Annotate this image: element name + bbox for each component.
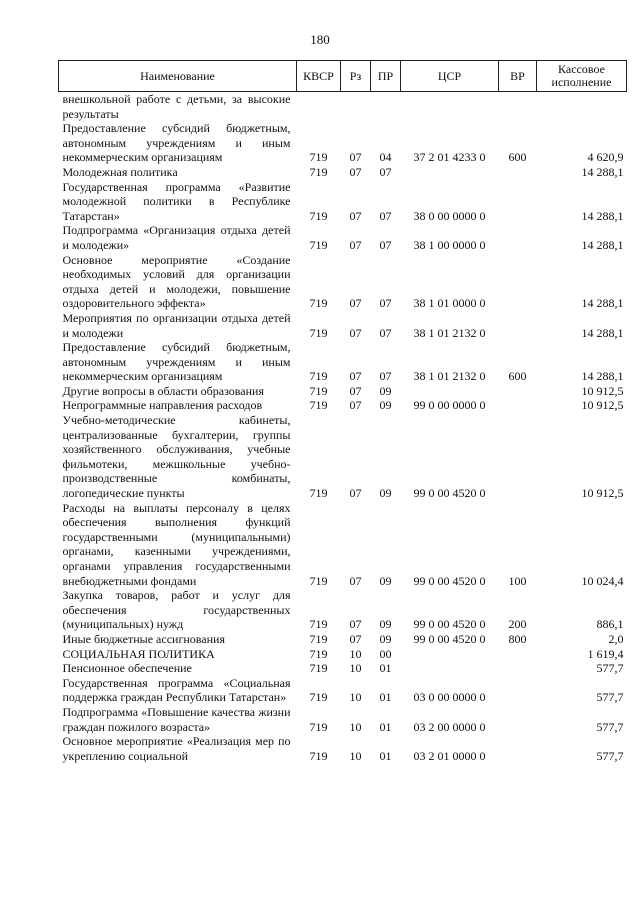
cell-vr: 600 — [508, 369, 527, 384]
cell-name: Иные бюджетные ассигнования — [62, 631, 225, 646]
table-row — [59, 340, 627, 384]
cell-csr: 03 0 00 0000 0 — [413, 690, 486, 705]
cell-csr — [401, 661, 499, 676]
cell-vr — [499, 223, 537, 252]
cell-amount: 1 619,4 — [587, 646, 624, 661]
cell-rz: 07 — [349, 325, 362, 340]
cell-name: Государственная программа «Развитие молодежной политики в Республике Татарстан» — [62, 179, 291, 223]
cell-csr — [401, 165, 499, 180]
cell-kvsr: 719 — [309, 573, 328, 588]
cell-vr — [499, 705, 537, 734]
cell-vr — [499, 413, 537, 501]
cell-csr: 99 0 00 4520 0 — [413, 486, 486, 501]
cell-pr: 09 — [379, 383, 392, 398]
cell-kvsr: 719 — [309, 617, 328, 632]
cell-rz: 07 — [349, 208, 362, 223]
table-row — [59, 253, 627, 311]
cell-name: Основное мероприятие «Реализация мер по укреплению социальной — [62, 734, 291, 763]
table-row — [59, 734, 627, 763]
cell-csr — [401, 647, 499, 662]
cell-kvsr: 719 — [309, 164, 328, 179]
cell-name: Мероприятия по организации отдыха детей и молодежи — [62, 310, 291, 340]
cell-vr — [499, 661, 537, 676]
cell-vr: 200 — [508, 617, 527, 632]
cell-rz: 07 — [349, 573, 362, 588]
table-row — [59, 588, 627, 632]
cell-name: Предоставление субсидий бюджетным, автономным учреждениям и иным некоммерческим организациям — [62, 121, 291, 165]
cell-rz: 10 — [349, 748, 362, 763]
header-name: Наименование — [59, 61, 297, 92]
cell-amount: 14 288,1 — [581, 369, 624, 384]
cell-rz: 07 — [349, 617, 362, 632]
cell-csr: 03 2 01 0000 0 — [413, 748, 486, 763]
cell-pr: 00 — [379, 646, 392, 661]
cell-kvsr: 719 — [309, 748, 328, 763]
cell-name: Пенсионное обеспечение — [62, 661, 192, 676]
cell-rz: 07 — [349, 631, 362, 646]
cell-amount: 577,7 — [596, 690, 624, 705]
cell-pr: 01 — [379, 690, 392, 705]
cell-amount: 10 912,5 — [581, 486, 624, 501]
cell-name: Основное мероприятие «Создание необходимых условий для организации отдыха детей и молодежи, повышение оздоровительного эффекта» — [62, 252, 291, 311]
table-row — [59, 92, 627, 122]
cell-pr: 01 — [379, 748, 392, 763]
cell-amount: 14 288,1 — [581, 237, 624, 252]
table-header-row — [59, 61, 627, 92]
cell-name: СОЦИАЛЬНАЯ ПОЛИТИКА — [62, 646, 215, 661]
budget-execution-table — [58, 60, 627, 763]
cell-kvsr: 719 — [309, 646, 328, 661]
table-row — [59, 384, 627, 399]
cell-csr: 38 1 00 0000 0 — [413, 237, 486, 252]
cell-amount: 577,7 — [596, 661, 624, 676]
cell-rz: 10 — [349, 661, 362, 676]
cell-rz: 07 — [349, 486, 362, 501]
header-csr: ЦСР — [401, 61, 499, 92]
cell-vr — [499, 165, 537, 180]
cell-name: внешкольной работе с детьми, за высокие результаты — [62, 92, 291, 121]
page-number: 180 — [310, 32, 330, 47]
cell-kvsr: 719 — [309, 398, 328, 413]
header-amount: Кассовое исполнение — [537, 61, 627, 92]
cell-pr: 07 — [379, 164, 392, 179]
cell-vr — [499, 311, 537, 340]
cell-amount: 14 288,1 — [581, 296, 624, 311]
cell-name: Другие вопросы в области образования — [62, 383, 264, 398]
cell-amount: 14 288,1 — [581, 164, 624, 179]
table-row — [59, 180, 627, 224]
cell-kvsr: 719 — [309, 369, 328, 384]
table-row — [59, 121, 627, 165]
cell-kvsr: 719 — [309, 383, 328, 398]
cell-amount: 14 288,1 — [581, 325, 624, 340]
cell-pr: 07 — [379, 237, 392, 252]
cell-pr: 07 — [379, 208, 392, 223]
cell-csr: 38 1 01 2132 0 — [413, 369, 486, 384]
cell-kvsr: 719 — [309, 325, 328, 340]
cell-csr: 99 0 00 4520 0 — [413, 617, 486, 632]
cell-vr — [499, 734, 537, 763]
cell-pr: 09 — [379, 398, 392, 413]
cell-amount — [537, 92, 627, 122]
cell-name: Подпрограмма «Повышение качества жизни граждан пожилого возраста» — [62, 704, 291, 734]
cell-kvsr: 719 — [309, 296, 328, 311]
cell-vr: 800 — [508, 631, 527, 646]
cell-rz: 07 — [349, 164, 362, 179]
cell-name: Государственная программа «Социальная поддержка граждан Республики Татарстан» — [62, 675, 291, 705]
cell-vr — [499, 398, 537, 413]
cell-vr — [499, 647, 537, 662]
table-row — [59, 705, 627, 734]
cell-kvsr: 719 — [309, 690, 328, 705]
cell-name: Подпрограмма «Организация отдыха детей и молодежи» — [62, 223, 291, 252]
cell-amount: 14 288,1 — [581, 208, 624, 223]
cell-name: Молодежная политика — [62, 164, 178, 179]
cell-csr: 99 0 00 0000 0 — [413, 398, 486, 413]
cell-vr — [499, 384, 537, 399]
cell-pr: 07 — [379, 296, 392, 311]
cell-kvsr: 719 — [309, 719, 328, 734]
table-row — [59, 311, 627, 340]
cell-rz: 07 — [349, 296, 362, 311]
cell-kvsr: 719 — [309, 208, 328, 223]
cell-pr: 04 — [379, 150, 392, 165]
cell-vr — [499, 180, 537, 224]
cell-csr — [401, 92, 499, 122]
cell-vr: 600 — [508, 150, 527, 165]
cell-pr: 09 — [379, 486, 392, 501]
cell-csr: 38 1 01 0000 0 — [413, 296, 486, 311]
cell-rz — [341, 92, 371, 122]
cell-pr: 09 — [379, 617, 392, 632]
table-body — [59, 92, 627, 764]
cell-amount: 577,7 — [596, 748, 624, 763]
cell-pr: 01 — [379, 719, 392, 734]
table-row — [59, 501, 627, 589]
cell-vr — [499, 253, 537, 311]
cell-kvsr: 719 — [309, 486, 328, 501]
cell-csr — [401, 384, 499, 399]
cell-amount: 886,1 — [596, 617, 624, 632]
table-row — [59, 676, 627, 705]
cell-kvsr: 719 — [309, 237, 328, 252]
cell-name: Предоставление субсидий бюджетным, автономным учреждениям и иным некоммерческим организациям — [62, 340, 291, 384]
cell-rz: 07 — [349, 398, 362, 413]
cell-rz: 07 — [349, 237, 362, 252]
cell-amount: 4 620,9 — [587, 150, 624, 165]
cell-rz: 10 — [349, 646, 362, 661]
header-pr: ПР — [371, 61, 401, 92]
cell-pr: 09 — [379, 573, 392, 588]
table-row — [59, 661, 627, 676]
cell-rz: 07 — [349, 383, 362, 398]
cell-name: Непрограммные направления расходов — [62, 398, 263, 413]
header-rz: Рз — [341, 61, 371, 92]
cell-csr: 99 0 00 4520 0 — [413, 573, 486, 588]
table-row — [59, 165, 627, 180]
table-row — [59, 647, 627, 662]
header-kvsr: КВСР — [297, 61, 341, 92]
cell-pr: 01 — [379, 661, 392, 676]
cell-amount: 2,0 — [608, 631, 624, 646]
cell-csr: 38 1 01 2132 0 — [413, 325, 486, 340]
cell-rz: 07 — [349, 369, 362, 384]
cell-pr: 07 — [379, 325, 392, 340]
cell-rz: 10 — [349, 690, 362, 705]
cell-amount: 10 912,5 — [581, 383, 624, 398]
cell-name: Расходы на выплаты персоналу в целях обеспечения выполнения функций государственными (муниципальными) органами, казенными учреждениями, органами управления государственными внебюджетными фондами — [62, 500, 291, 588]
cell-csr: 99 0 00 4520 0 — [413, 631, 486, 646]
table-row — [59, 223, 627, 252]
cell-amount: 577,7 — [596, 719, 624, 734]
cell-amount: 10 024,4 — [581, 573, 624, 588]
cell-name: Учебно-методические кабинеты, централизованные бухгалтерии, группы хозяйственного обслуживания, учебные фильмотеки, межшкольные учебно-производственные комбинаты, логопедические пункты — [62, 413, 291, 501]
header-vr: ВР — [499, 61, 537, 92]
table-row — [59, 398, 627, 413]
cell-amount: 10 912,5 — [581, 398, 624, 413]
cell-pr: 07 — [379, 369, 392, 384]
cell-rz: 07 — [349, 150, 362, 165]
table-row — [59, 413, 627, 501]
cell-csr: 37 2 01 4233 0 — [413, 150, 486, 165]
cell-name: Закупка товаров, работ и услуг для обеспечения государственных (муниципальных) нужд — [62, 588, 291, 632]
cell-vr: 100 — [508, 573, 527, 588]
cell-kvsr: 719 — [309, 661, 328, 676]
cell-pr: 09 — [379, 631, 392, 646]
cell-csr: 03 2 00 0000 0 — [413, 719, 486, 734]
cell-csr: 38 0 00 0000 0 — [413, 208, 486, 223]
cell-vr — [499, 92, 537, 122]
cell-kvsr: 719 — [309, 631, 328, 646]
cell-vr — [499, 676, 537, 705]
cell-rz: 10 — [349, 719, 362, 734]
cell-pr — [371, 92, 401, 122]
cell-kvsr — [297, 92, 341, 122]
table-row — [59, 632, 627, 647]
cell-kvsr: 719 — [309, 150, 328, 165]
